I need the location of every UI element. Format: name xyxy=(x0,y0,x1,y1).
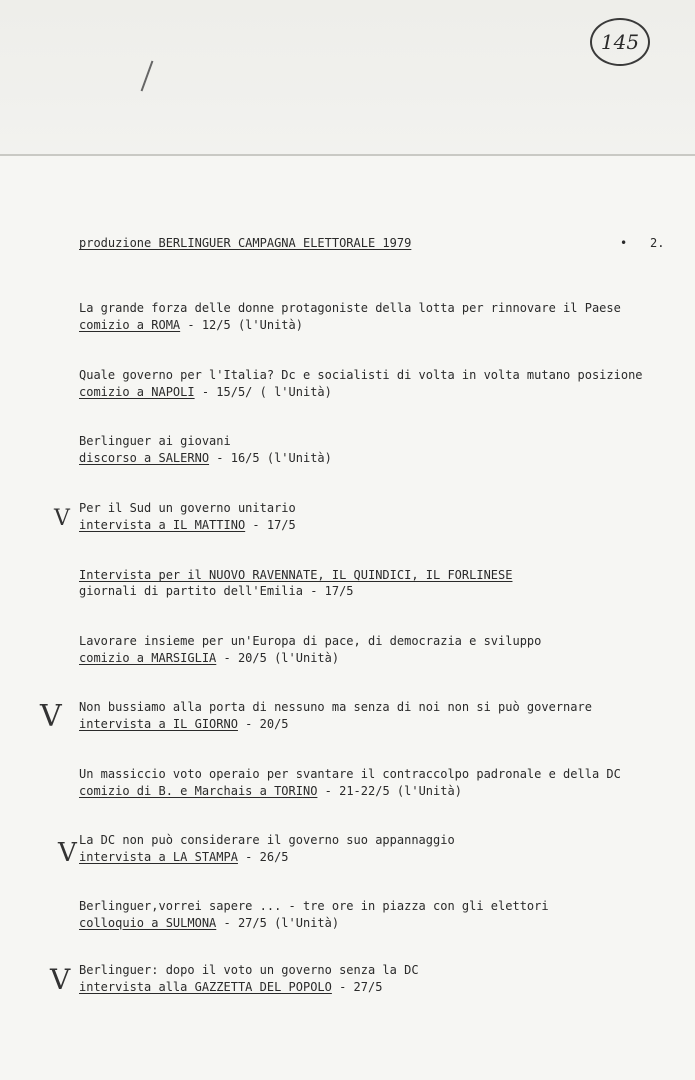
entry-source: intervista alla GAZZETTA DEL POPOLO xyxy=(79,980,332,994)
entry-detail: - 20/5 (l'Unità) xyxy=(216,651,340,665)
entry-source: comizio a ROMA xyxy=(79,318,181,332)
entry-headline: Intervista per il NUOVO RAVENNATE, IL QUINDICI, IL FORLINESE xyxy=(79,568,513,582)
entry-detail: - 16/5 (l'Unità) xyxy=(209,451,332,465)
entry-detail: - 27/5 (l'Unità) xyxy=(216,916,340,930)
checkmark-icon: V xyxy=(54,506,70,531)
page-number: 2. xyxy=(650,236,665,250)
entry-detail: - 12/5 (l'Unità) xyxy=(180,318,303,332)
entry-source-line xyxy=(79,518,296,533)
fold-line xyxy=(0,154,695,156)
entry-source: comizio a NAPOLI xyxy=(79,385,195,399)
entry-source: comizio a MARSIGLIA xyxy=(79,651,217,665)
entry-source-line xyxy=(79,584,354,599)
document-title: produzione BERLINGUER CAMPAGNA ELETTORALE 1979 xyxy=(79,236,412,250)
entry-source: colloquio a SULMONA xyxy=(79,916,217,930)
entry-source: comizio di B. e Marchais a TORINO xyxy=(79,784,318,798)
entry-source-line xyxy=(79,850,289,865)
stamp-number: 145 xyxy=(600,30,640,54)
bullet-dot: • xyxy=(620,236,628,250)
entry-headline: Quale governo per l'Italia? Dc e socialisti di volta in volta mutano posizione xyxy=(79,368,643,382)
entry-source-line xyxy=(79,451,332,466)
blank-top-area xyxy=(0,0,695,155)
entry-headline: Lavorare insieme per un'Europa di pace, di democrazia e sviluppo xyxy=(79,634,542,648)
entry-source: intervista a IL MATTINO xyxy=(79,518,246,532)
checkmark-icon: V xyxy=(58,838,77,868)
checkmark-icon: V xyxy=(40,699,62,734)
entry-detail: - 27/5 xyxy=(331,980,383,994)
entry-source-line xyxy=(79,717,289,732)
entry-headline: La grande forza delle donne protagoniste della lotta per rinnovare il Paese xyxy=(79,301,621,315)
entry-detail: - 26/5 xyxy=(237,850,289,864)
entry-source: discorso a SALERNO xyxy=(79,451,210,465)
entry-source: intervista a LA STAMPA xyxy=(79,850,238,864)
entry-source: intervista a IL GIORNO xyxy=(79,717,238,731)
entry-source-line xyxy=(79,916,339,931)
entry-detail: - 20/5 xyxy=(237,717,289,731)
entry-headline: La DC non può considerare il governo suo appannaggio xyxy=(79,833,455,847)
checkmark-icon: V xyxy=(50,963,71,996)
entry-detail: - 21-22/5 (l'Unità) xyxy=(317,784,462,798)
entry-source: giornali di partito dell'Emilia - 17/5 xyxy=(79,584,354,598)
entry-headline: Berlinguer,vorrei sapere ... - tre ore in piazza con gli elettori xyxy=(79,899,549,913)
entry-detail: - 17/5 xyxy=(245,518,296,532)
entry-source-line xyxy=(79,385,332,400)
entry-source-line xyxy=(79,980,382,995)
entry-headline: Non bussiamo alla porta di nessuno ma senza di noi non si può governare xyxy=(79,700,592,714)
entry-source-line xyxy=(79,784,462,799)
entry-headline: Berlinguer ai giovani xyxy=(79,434,231,448)
entry-source-line xyxy=(79,651,339,666)
entry-detail: - 15/5/ ( l'Unità) xyxy=(194,385,332,399)
entry-source-line xyxy=(79,318,303,333)
page-stamp xyxy=(590,18,650,66)
entry-headline: Un massiccio voto operaio per svantare il contraccolpo padronale e della DC xyxy=(79,767,621,781)
entry-headline: Berlinguer: dopo il voto un governo senza la DC xyxy=(79,963,419,977)
entry-headline: Per il Sud un governo unitario xyxy=(79,501,296,515)
